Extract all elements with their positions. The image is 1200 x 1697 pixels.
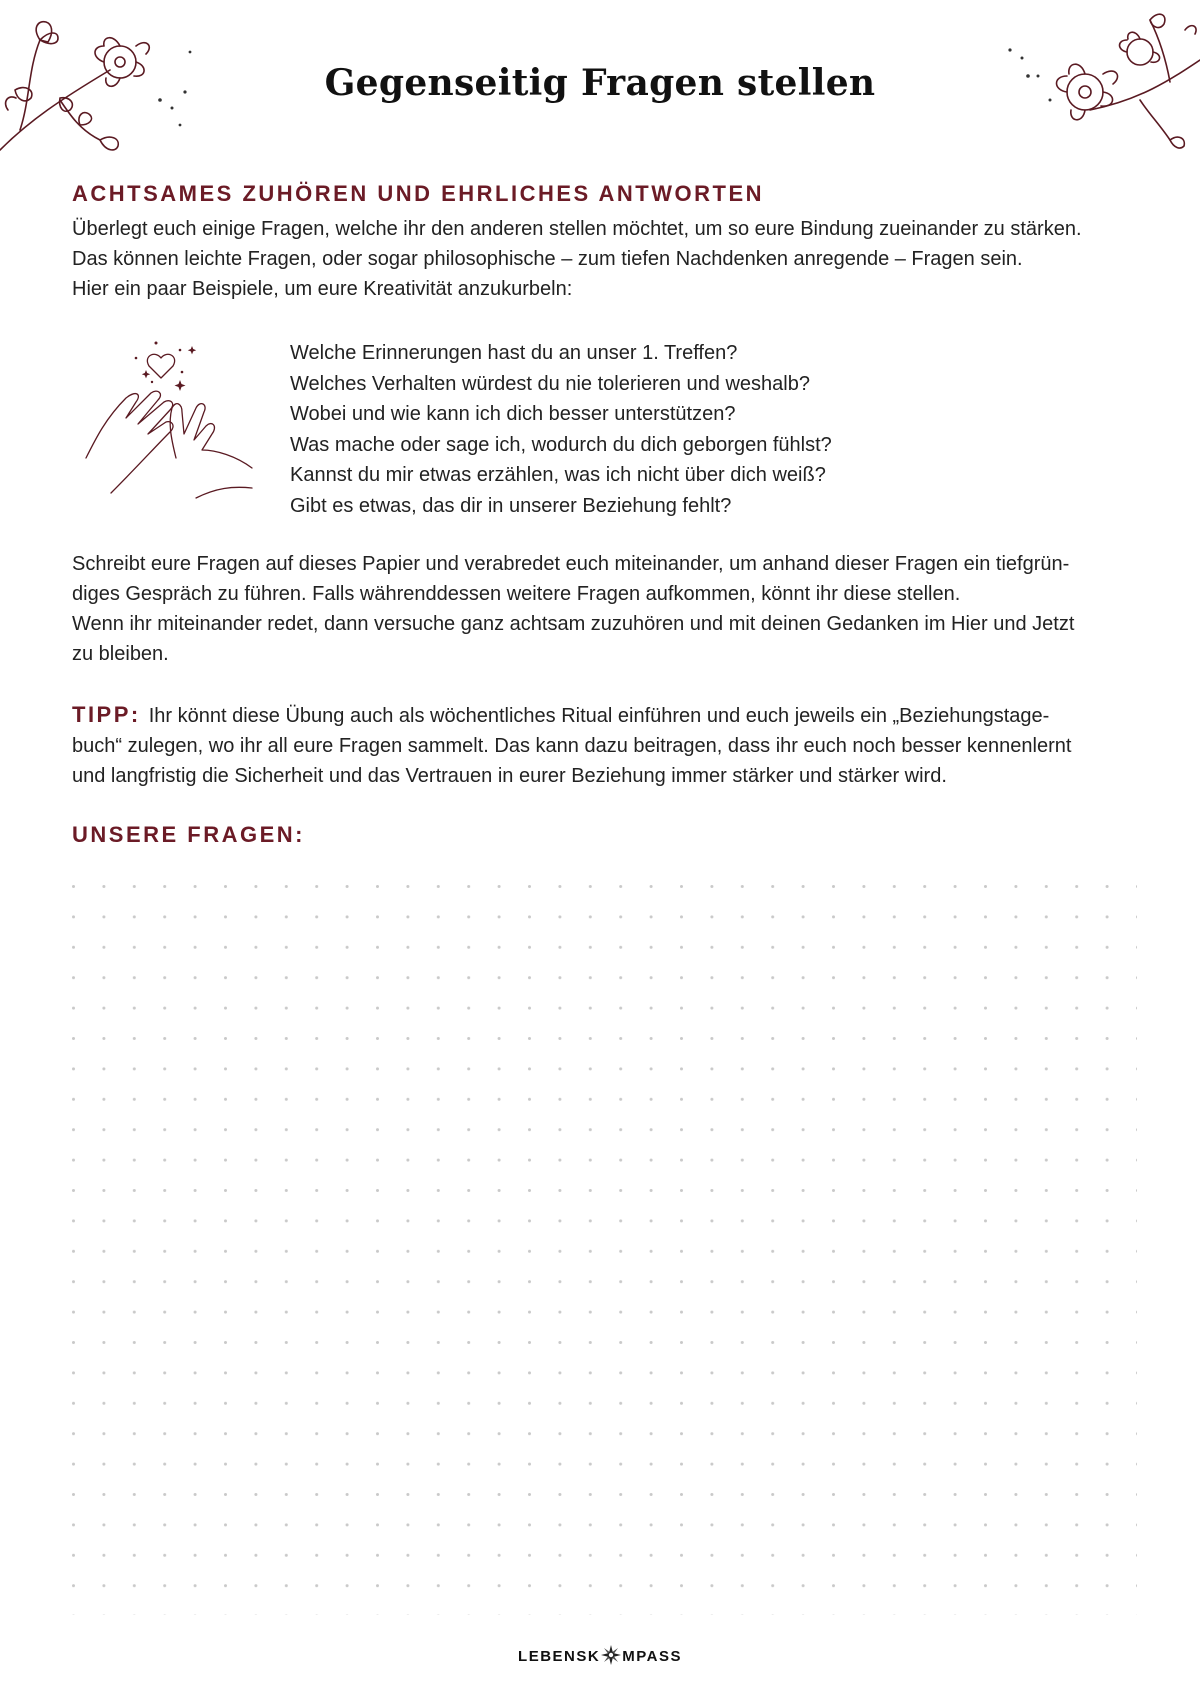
- instructions-line: zu bleiben.: [72, 643, 169, 665]
- footer-brand: [0, 1645, 1200, 1665]
- question-item: Was mache oder sage ich, wodurch du dich geborgen fühlst?: [290, 433, 832, 456]
- question-item: Welche Erinnerungen hast du an unser 1. Treffen?: [290, 342, 738, 364]
- instructions-line: diges Gespräch zu führen. Falls währenddessen weitere Fragen aufkommen, könnt ihr diese stellen.: [72, 583, 961, 605]
- tipp-line: Ihr könnt diese Übung auch als wöchentliches Ritual einführen und euch jeweils ein „Beziehungstage-: [148, 705, 1050, 727]
- instructions-line: Wenn ihr miteinander redet, dann versuche ganz achtsam zuzuhören und mit deinen Gedanken im Hier und Jetzt: [72, 613, 1075, 635]
- section-heading-achtsam: ACHTSAMES ZUHÖREN UND EHRLICHES ANTWORTEN: [72, 181, 765, 206]
- tipp-paragraph: [72, 700, 1132, 791]
- question-item: Kannst du mir etwas erzählen, was ich nicht über dich weiß?: [290, 464, 826, 486]
- tipp-label: TIPP:: [72, 702, 141, 727]
- question-item: Wobei und wie kann ich dich besser unterstützen?: [290, 403, 736, 425]
- question-item: Gibt es etwas, das dir in unserer Beziehung fehlt?: [290, 494, 732, 517]
- section-heading-unsere-fragen: UNSERE FRAGEN:: [72, 822, 306, 847]
- instructions-paragraph: [72, 549, 1132, 669]
- page-title: Gegenseitig Fragen stellen: [324, 62, 876, 104]
- intro-line: Überlegt euch einige Fragen, welche ihr den anderen stellen möchtet, um so eure Bindung zueinander zu stärken.: [72, 218, 1082, 240]
- intro-line: Hier ein paar Beispiele, um eure Kreativität anzukurbeln:: [72, 278, 573, 300]
- intro-line: Das können leichte Fragen, oder sogar philosophische – zum tiefen Nachdenken anregende – Fragen sein.: [72, 248, 1023, 270]
- dot-grid-writing-area[interactable]: [72, 885, 1137, 1615]
- tipp-line: buch“ zulegen, wo ihr all eure Fragen sammelt. Das kann dazu beitragen, dass ihr euch noch besser kennenlernt: [72, 735, 1072, 757]
- question-item: Welches Verhalten würdest du nie tolerieren und weshalb?: [290, 372, 810, 395]
- hands-heart-illustration: [76, 338, 276, 508]
- brand-text-right: MPASS: [622, 1648, 682, 1665]
- intro-paragraph: [72, 214, 1132, 304]
- example-questions-list: [290, 338, 832, 521]
- tipp-line: und langfristig die Sicherheit und das Vertrauen in eurer Beziehung immer stärker und stärker wird.: [72, 765, 947, 787]
- brand-text-left: LEBENSK: [518, 1648, 601, 1665]
- instructions-line: Schreibt eure Fragen auf dieses Papier und verabredet euch miteinander, um anhand dieser Fragen ein tiefgrün-: [72, 553, 1070, 575]
- compass-icon: [601, 1645, 621, 1665]
